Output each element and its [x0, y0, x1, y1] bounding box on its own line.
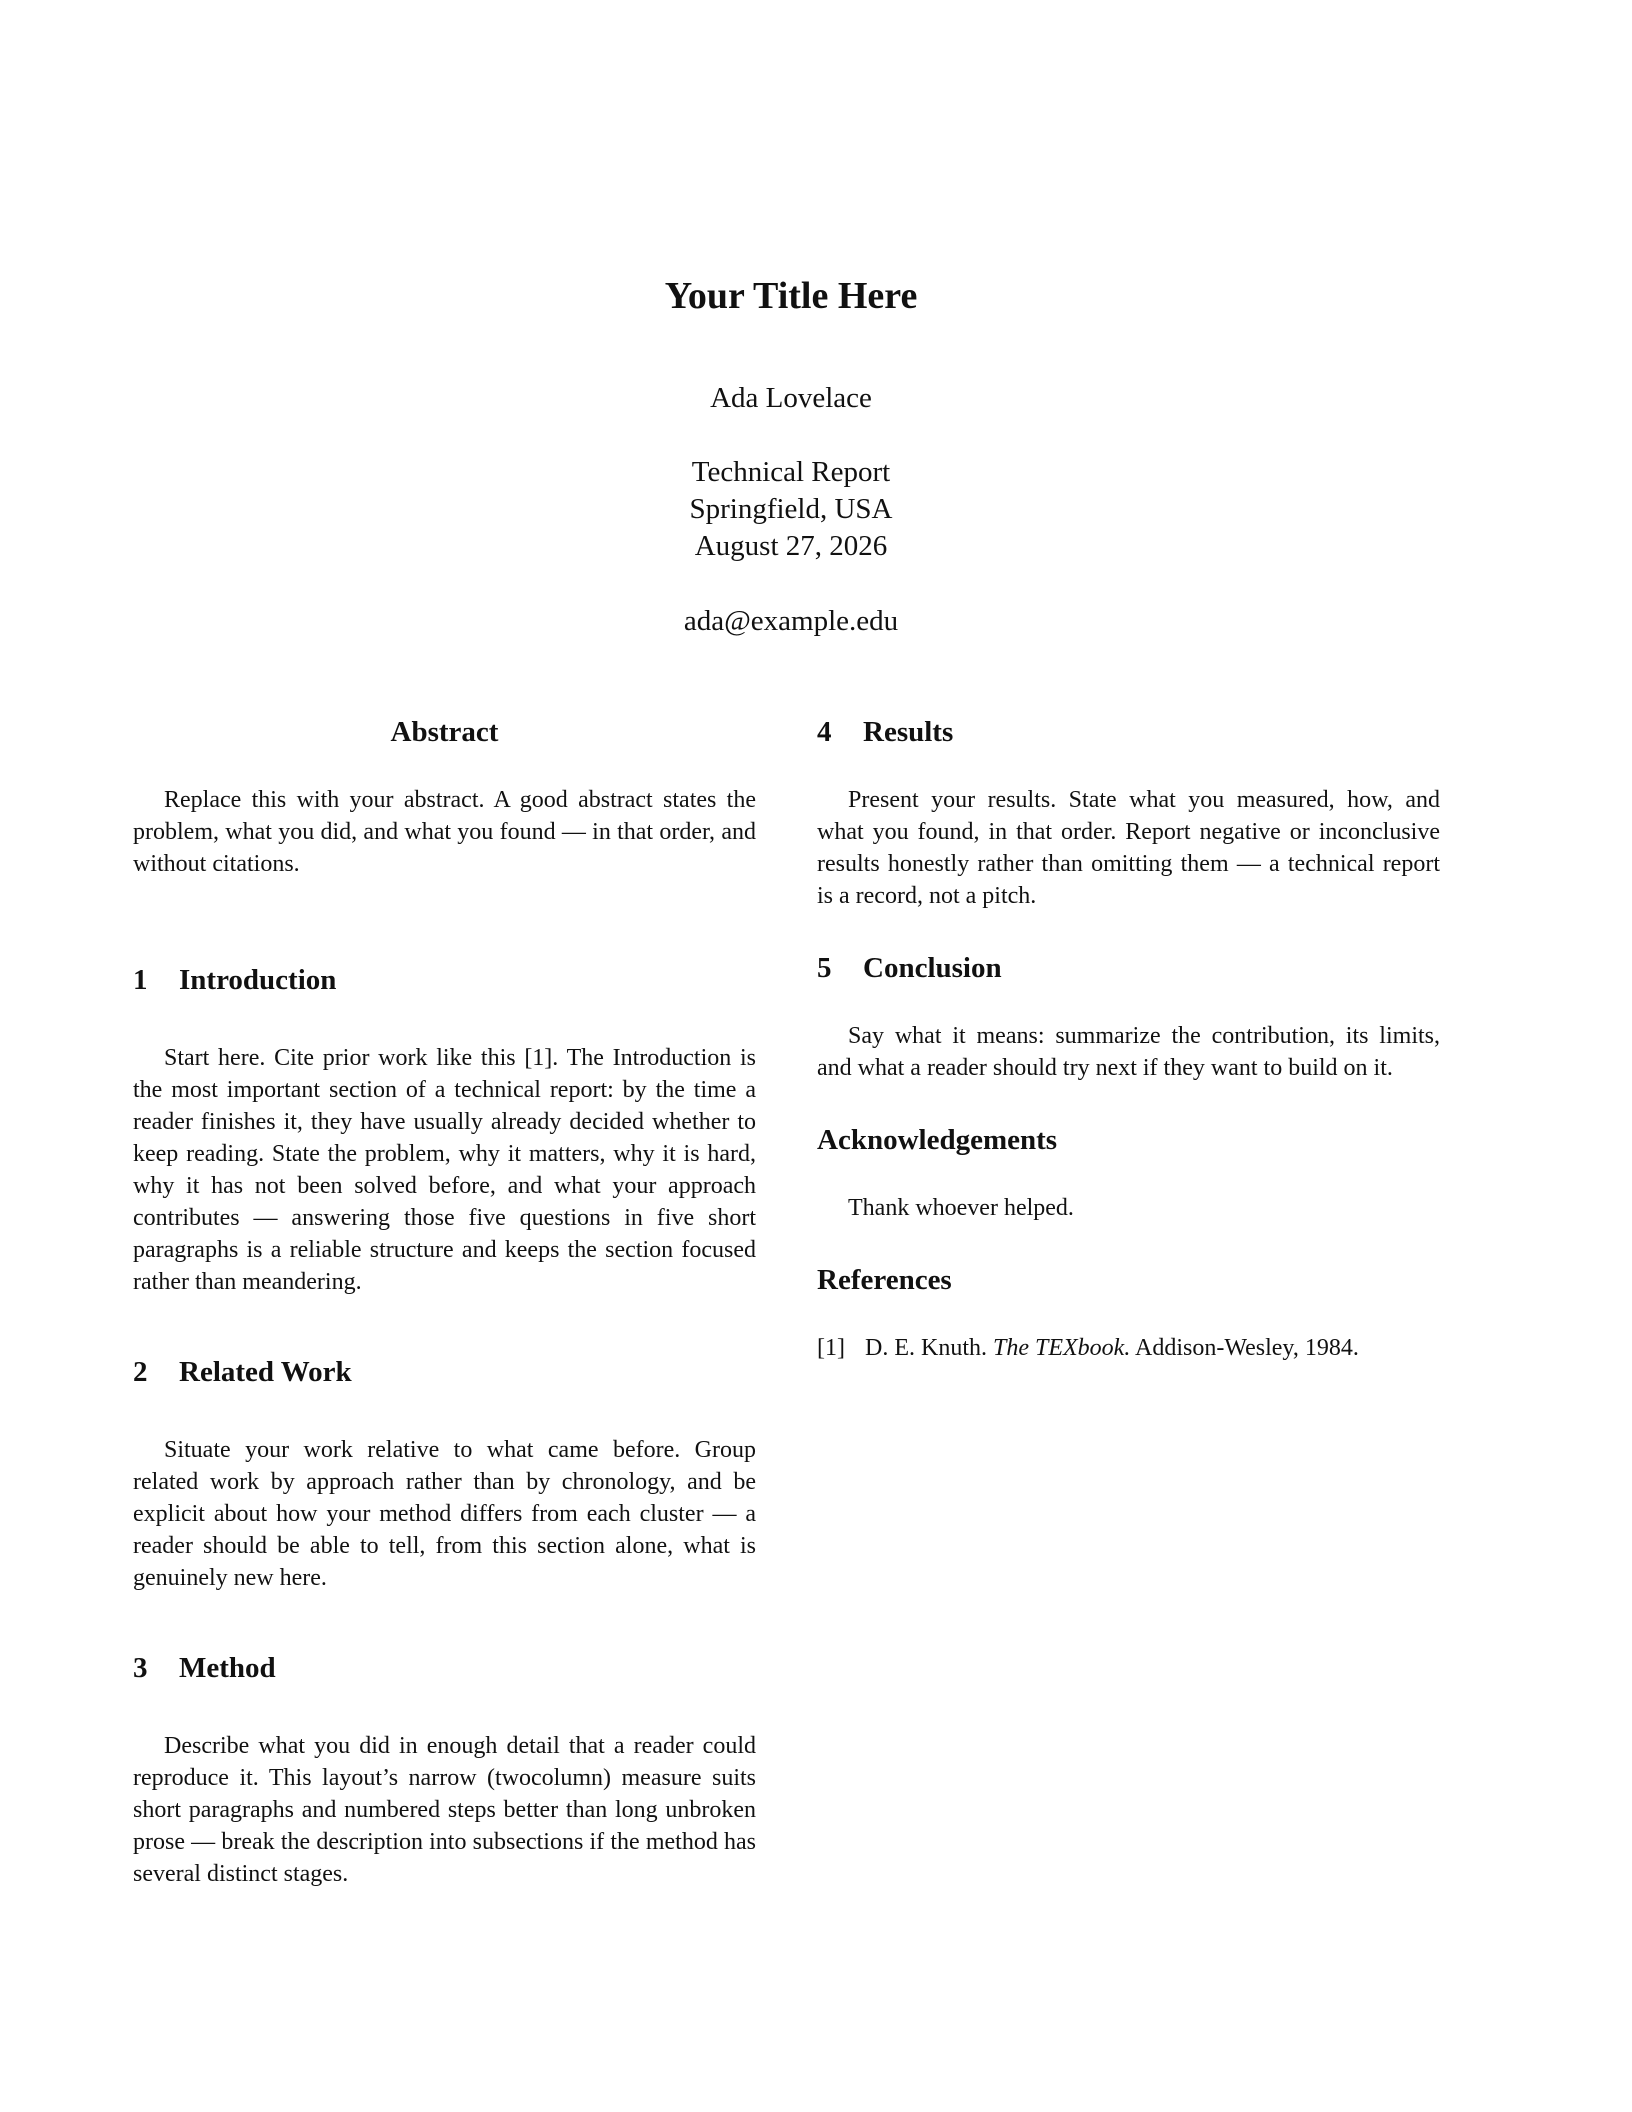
right-column [817, 714, 1440, 1364]
reference-item [817, 1332, 1440, 1364]
results-text: Present your results. State what you measured, how, and what you found, in that order. Report negative or inconclusive results honestly rather than omitting them — a technical report is a record, not a pitch. [817, 787, 1440, 909]
introduction-heading [133, 962, 756, 998]
section-number: 3 [133, 1652, 148, 1684]
author-name: Ada Lovelace [710, 382, 872, 414]
reference-tag: [1] [817, 1335, 845, 1361]
affiliation-line: Technical Report [691, 456, 891, 488]
references-heading: References [817, 1264, 952, 1296]
affiliation-location: Springfield, USA [689, 493, 893, 525]
acknowledgements-text: Thank whoever helped. [848, 1195, 1074, 1221]
conclusion-heading [817, 950, 1440, 986]
section-title: Related Work [179, 1356, 352, 1388]
reference-title: The TEXbook. [993, 1335, 1131, 1361]
conclusion-text: Say what it means: summarize the contribution, its limits, and what a reader should try next if they want to build on it. [817, 1023, 1440, 1081]
section-number: 2 [133, 1356, 148, 1388]
reference-authors: D. E. Knuth. [865, 1335, 987, 1361]
reference-publisher: Addison-Wesley, 1984. [1135, 1335, 1359, 1361]
introduction-text: Start here. Cite prior work like this [1]. The Introduction is the most important section of a technical report: by the time a reader finishes it, they have usually already decided whether to keep reading. State the problem, why it matters, why it is hard, why it has not been solved before, and what your approach contributes — answering those five questions in five short paragraphs is a reliable structure and keeps the section focused rather than meandering. [133, 1045, 756, 1295]
abstract-text: Replace this with your abstract. A good abstract states the problem, what you did, and what you found — in that order, and without citations. [133, 787, 756, 877]
left-column [133, 714, 756, 1890]
section-number: 4 [817, 716, 832, 748]
paper-title: Your Title Here [664, 275, 918, 317]
section-title: Conclusion [863, 952, 1002, 984]
related-work-heading [133, 1354, 756, 1390]
results-heading [817, 714, 1440, 750]
acknowledgements-heading: Acknowledgements [817, 1124, 1058, 1156]
method-heading [133, 1650, 756, 1686]
section-title: Results [863, 716, 954, 748]
report-date: August 27, 2026 [694, 530, 888, 562]
section-number: 5 [817, 952, 832, 984]
affiliation-block [0, 454, 1582, 565]
abstract-heading: Abstract [390, 716, 499, 748]
section-title: Introduction [179, 964, 337, 996]
method-text: Describe what you did in enough detail that a reader could reproduce it. This layout’s narrow (twocolumn) measure suits short paragraphs and numbered steps better than long unbroken prose — break the description into subsections if the method has several distinct stages. [133, 1733, 756, 1887]
author-email: ada@example.edu [683, 605, 899, 637]
section-number: 1 [133, 964, 148, 996]
section-title: Method [179, 1652, 276, 1684]
related-work-text: Situate your work relative to what came before. Group related work by approach rather than by chronology, and be explicit about how your method differs from each cluster — a reader should be able to tell, from this section alone, what is genuinely new here. [133, 1437, 756, 1591]
